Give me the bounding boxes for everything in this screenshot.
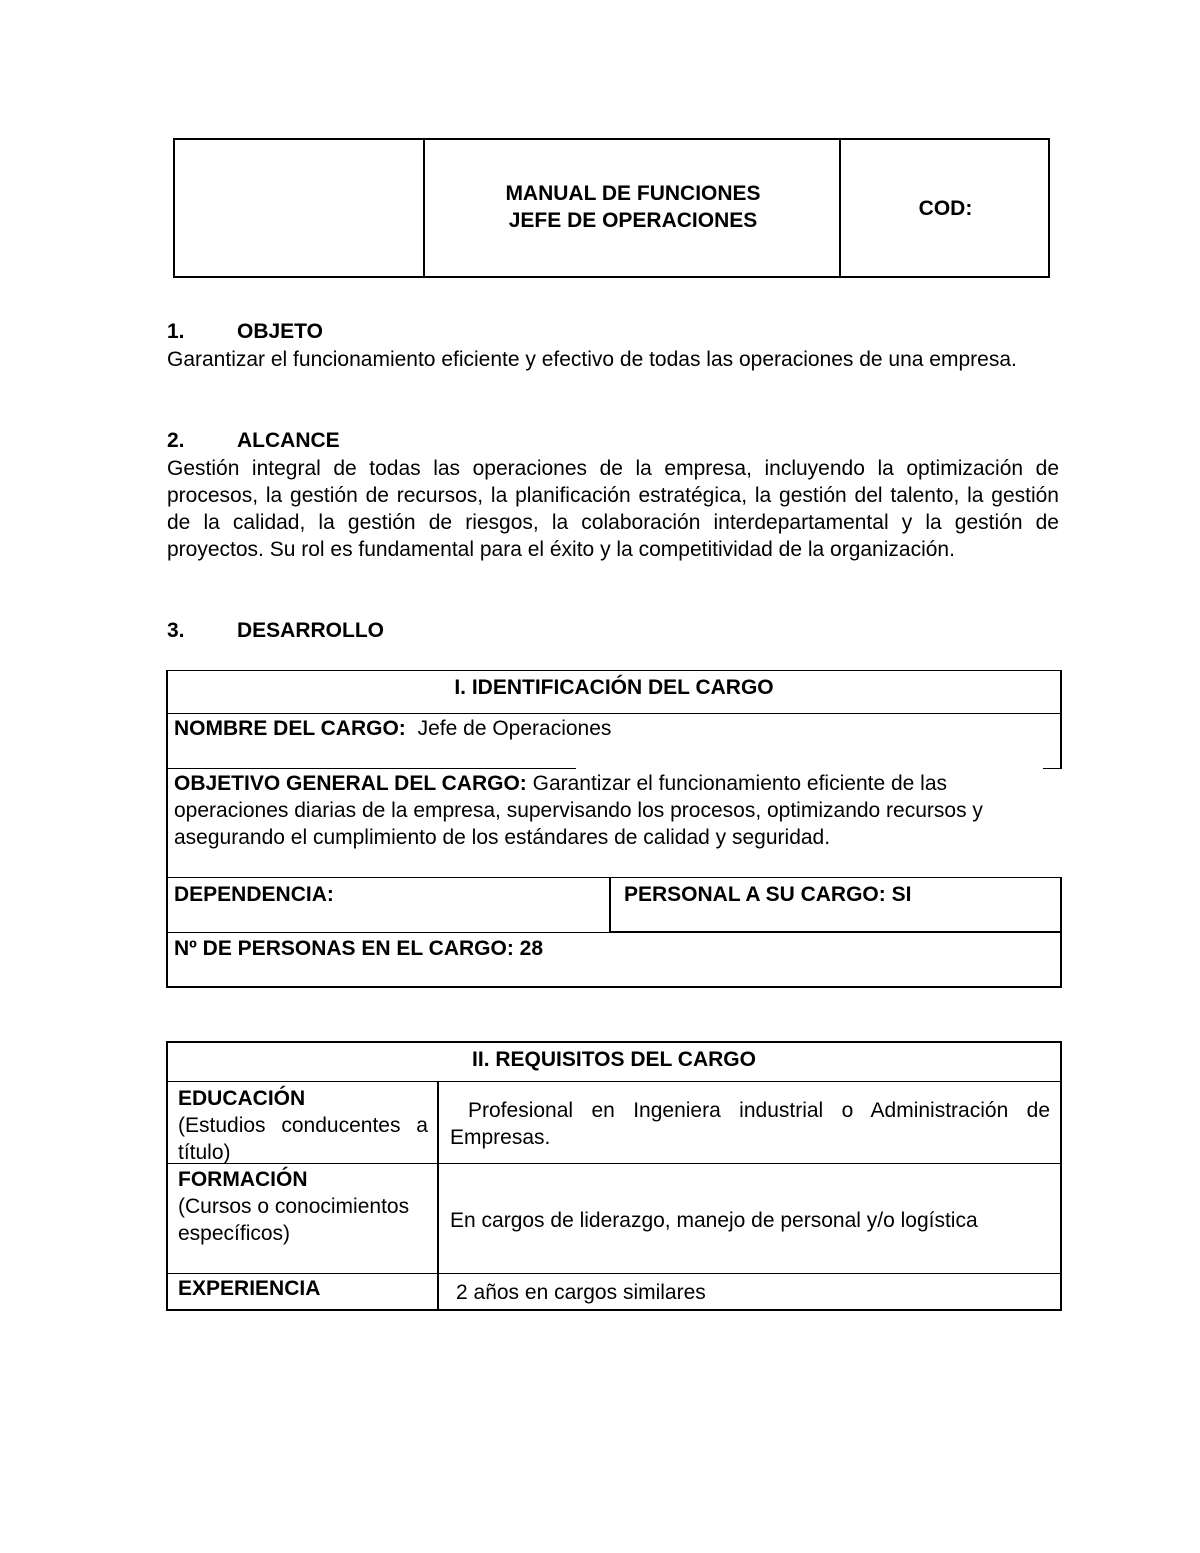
- section-3-number: 3.: [167, 619, 185, 642]
- section-1-number: 1.: [167, 320, 185, 343]
- nombre-value: Jefe de Operaciones: [417, 717, 612, 740]
- objetivo-row: [174, 770, 1058, 851]
- educacion-sublabel: (Estudios conducentes a título): [178, 1114, 428, 1164]
- logo-cell: [175, 140, 423, 276]
- manual-title-line2: JEFE DE OPERACIONES: [508, 209, 758, 232]
- section-2-title: ALCANCE: [237, 429, 340, 452]
- nombre-label: NOMBRE DEL CARGO:: [174, 717, 406, 740]
- personal-label: PERSONAL A SU CARGO: SI: [624, 883, 912, 906]
- educacion-label: EDUCACIÓN: [178, 1087, 306, 1110]
- educacion-label-cell: [178, 1085, 428, 1166]
- manual-title-line1: MANUAL DE FUNCIONES: [505, 182, 761, 205]
- section-3-title: DESARROLLO: [237, 619, 384, 642]
- dependencia-label: DEPENDENCIA:: [174, 883, 334, 906]
- section-2-number: 2.: [167, 429, 185, 452]
- formacion-value: En cargos de liderazgo, manejo de personal y/o logística: [450, 1209, 978, 1232]
- requisitos-title: II. REQUISITOS DEL CARGO: [472, 1048, 756, 1071]
- section-1-body: Garantizar el funcionamiento eficiente y efectivo de todas las operaciones de una empresa.: [167, 348, 1017, 371]
- formacion-label: FORMACIÓN: [178, 1168, 308, 1191]
- objetivo-value: Garantizar el funcionamiento eficiente de las operaciones diarias de la empresa, supervisando los procesos, optimizando recursos y asegurando el cumplimiento de los estándares de calidad y seguridad.: [174, 772, 983, 849]
- objetivo-label: OBJETIVO GENERAL DEL CARGO:: [174, 772, 527, 795]
- formacion-label-cell: [178, 1166, 428, 1247]
- formacion-sublabel: (Cursos o conocimientos específicos): [178, 1195, 410, 1245]
- manual-title: [425, 180, 841, 234]
- nombre-row: [174, 715, 1054, 742]
- num-personas-label: Nº DE PERSONAS EN EL CARGO: 28: [174, 937, 544, 960]
- section-2-body: Gestión integral de todas las operaciones de la empresa, incluyendo la optimización de procesos, la gestión de recursos, la planificación estratégica, la gestión del talento, la gestión de la calidad, la gestión de riesgos, la colaboración interdepartamental y la gestión de proyectos. Su rol es fundamental para el éxito y la competitividad de la organización.: [167, 457, 1059, 561]
- identificacion-title: I. IDENTIFICACIÓN DEL CARGO: [454, 676, 774, 699]
- section-1-title: OBJETO: [237, 320, 323, 343]
- experiencia-label: EXPERIENCIA: [178, 1277, 321, 1300]
- cod-label: COD:: [918, 197, 973, 220]
- educacion-value: Profesional en Ingeniera industrial o Administración de Empresas.: [450, 1099, 1050, 1149]
- experiencia-value: 2 años en cargos similares: [456, 1281, 706, 1304]
